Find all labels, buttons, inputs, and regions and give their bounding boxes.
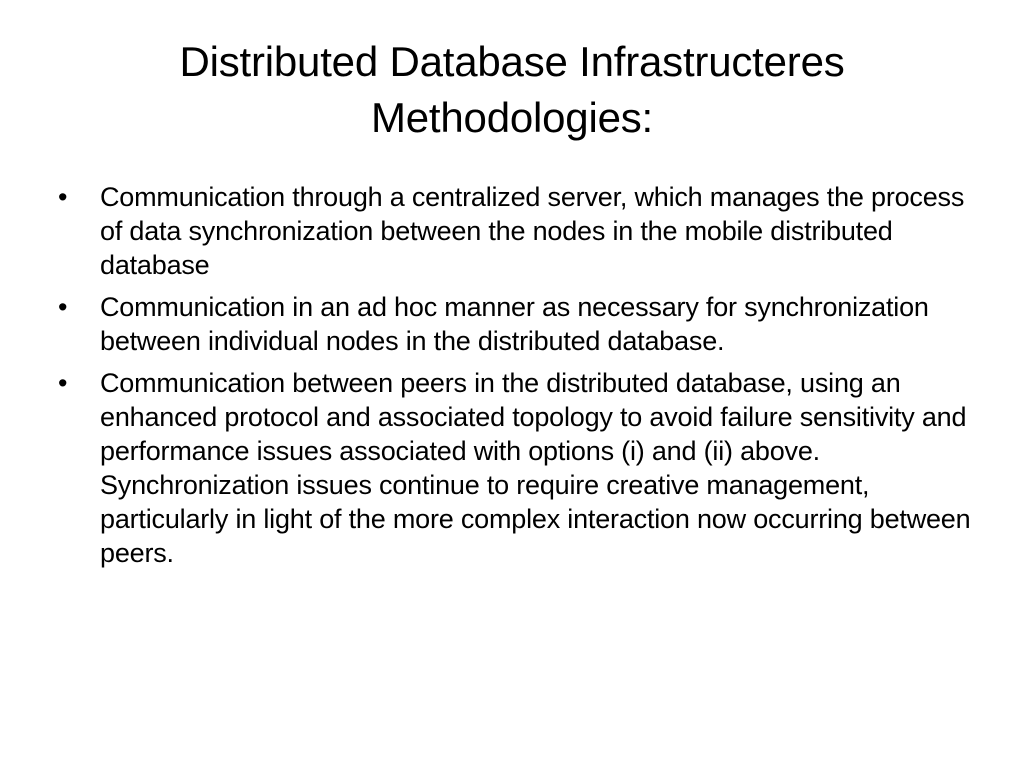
bullet-item-peers [56, 366, 976, 570]
bullet-item-centralized-server [56, 180, 976, 282]
bullet-item-ad-hoc [56, 290, 976, 358]
bullet-text: Communication through a centralized server, which manages the process of data synchronization between the nodes in the mobile distributed database [100, 182, 965, 280]
bullet-list [56, 180, 976, 578]
bullet-text: Communication between peers in the distributed database, using an enhanced protocol and associated topology to avoid failure sensitivity and performance issues associated with options (i) and (ii) above. Synchronization issues continue to require creative management, particularly in light of the more complex interaction now occurring between peers. [100, 368, 971, 568]
bullet-icon: • [58, 182, 68, 212]
bullet-icon: • [58, 292, 68, 322]
slide-title: Distributed Database Infrastructeres Methodologies: [179, 38, 845, 141]
bullet-text: Communication in an ad hoc manner as necessary for synchronization between individual nodes in the distributed database. [100, 292, 929, 356]
bullet-icon: • [58, 368, 68, 398]
